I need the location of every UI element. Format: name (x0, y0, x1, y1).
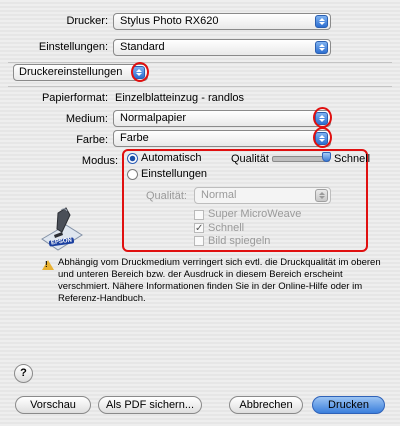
paper-format-label: Papierformat: (41, 92, 108, 104)
warning-line: Referenz-Handbuch. (58, 293, 146, 304)
warning-line: verschmiert. Nähere Informationen finden Sie in der Online-Hilfe oder im (58, 281, 363, 292)
updown-arrows-icon (315, 189, 328, 202)
custom-settings-label: Einstellungen (141, 168, 208, 180)
automatic-label: Automatisch (141, 152, 202, 164)
quality-field-label: Qualität: (146, 190, 187, 202)
medium-value: Normalpapier (120, 112, 187, 124)
highlight-circle (313, 107, 332, 128)
presets-value: Standard (120, 41, 165, 53)
mode-label: Modus: (81, 155, 118, 167)
panel-select-value: Druckereinstellungen (19, 66, 123, 78)
separator (8, 62, 392, 63)
save-pdf-button[interactable]: Als PDF sichern... (98, 396, 202, 414)
preview-button[interactable]: Vorschau (15, 396, 91, 414)
medium-popup[interactable] (113, 110, 331, 127)
speed-label: Schnell (334, 153, 371, 165)
quality-slider-thumb[interactable] (322, 152, 331, 162)
quality-popup[interactable] (194, 187, 331, 204)
paper-format-value: Einzelblatteinzug - randlos (115, 92, 245, 104)
printer-popup[interactable] (113, 13, 331, 30)
epson-ink-icon (36, 205, 86, 255)
printer-label: Drucker: (66, 15, 108, 27)
medium-label: Medium: (65, 113, 108, 125)
color-popup[interactable] (113, 130, 331, 147)
speed-checkbox[interactable]: ✓ (195, 223, 204, 234)
super-microweave-label: Super MicroWeave (208, 208, 302, 220)
warning-mark: ! (45, 260, 48, 269)
mirror-image-checkbox[interactable] (194, 236, 204, 246)
warning-text (58, 257, 393, 305)
updown-arrows-icon (315, 41, 328, 54)
color-label: Farbe: (76, 134, 108, 146)
updown-arrows-icon (315, 15, 328, 28)
color-value: Farbe (120, 132, 149, 144)
panel-select-popup[interactable] (13, 64, 148, 81)
help-button[interactable]: ? (14, 364, 33, 383)
presets-popup[interactable] (113, 39, 331, 56)
highlight-circle (131, 62, 149, 82)
warning-line: und unteren Bereich bzw. der Ausdruck in diesem Bereich erscheint (58, 269, 343, 280)
super-microweave-checkbox[interactable] (194, 210, 204, 220)
warning-icon (42, 260, 54, 270)
radio-custom-settings[interactable] (127, 169, 138, 180)
quality-value: Normal (201, 189, 237, 201)
quality-slider-label: Qualität (231, 153, 269, 165)
cancel-button[interactable]: Abbrechen (229, 396, 303, 414)
warning-line: Abhängig vom Druckmedium verringert sich evtl. die Druckqualität im oberen (58, 257, 381, 268)
separator (8, 86, 392, 87)
epson-logo: EPSON (50, 237, 73, 247)
print-button[interactable]: Drucken (312, 396, 385, 414)
presets-label: Einstellungen: (38, 41, 108, 53)
highlight-circle (313, 127, 332, 148)
printer-value: Stylus Photo RX620 (120, 15, 219, 27)
mirror-image-label: Bild spiegeln (208, 235, 271, 247)
speed-checkbox-label: Schnell (208, 222, 245, 234)
radio-automatic[interactable] (127, 153, 138, 164)
